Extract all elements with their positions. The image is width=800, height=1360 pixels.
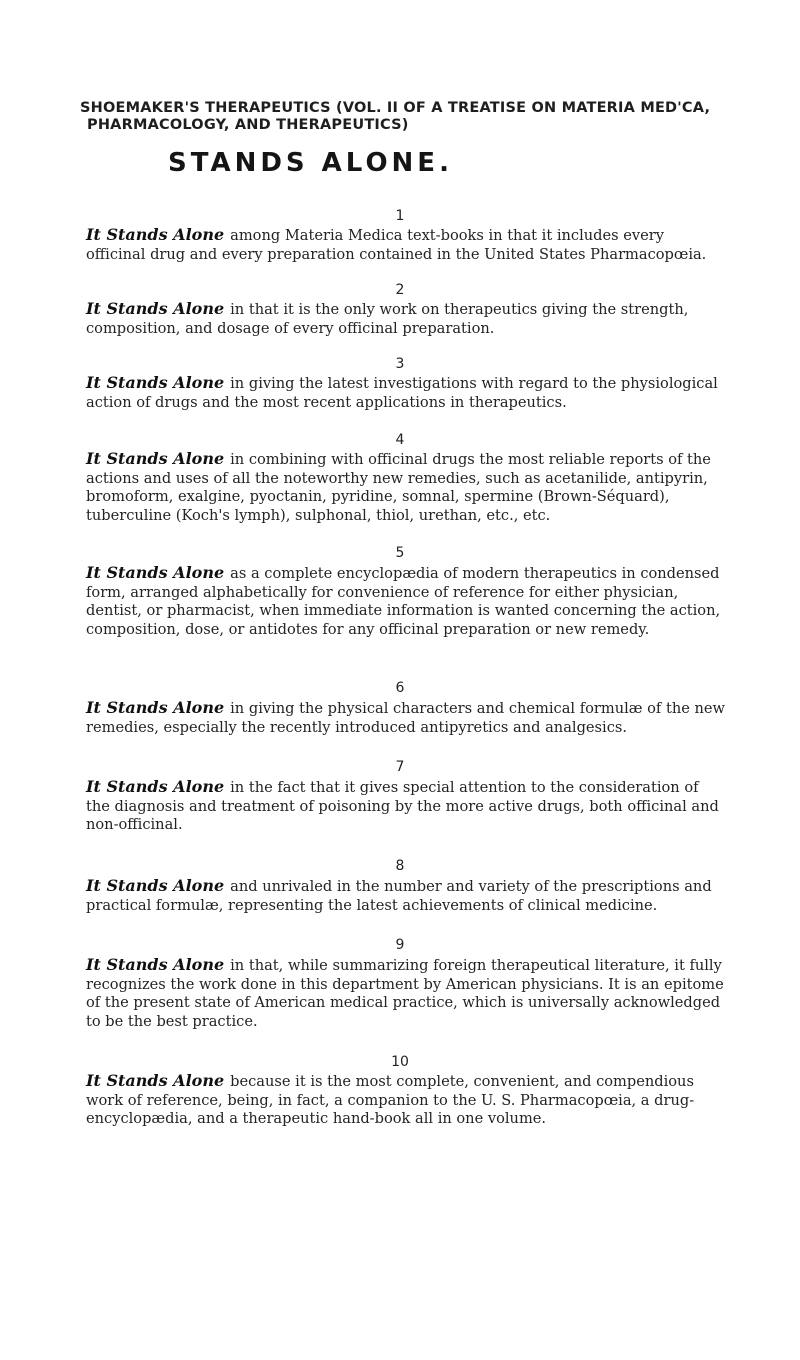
list-item [86,374,726,412]
list-item [86,300,726,338]
item-text: as a complete encyclopædia of modern therapeutics in condensed form, arranged alphabetically for convenience of reference for either physician, dentist, or pharmacist, when immediate information is wanted concerning the action, composition, dose, or antidotes for any officinal preparation or new remedy. [86,565,721,638]
list-item [86,778,726,835]
header-line-1: SHOEMAKER'S THERAPEUTICS (VOL. II OF A TREATISE ON MATERIA MED'CA, [80,100,711,116]
item-text: among Materia Medica text-books in that it includes every officinal drug and every preparation contained in the United States Pharmacopœia. [86,227,707,263]
item-text: because it is the most complete, convenient, and compendious work of reference, being, in fact, a companion to the U. S. Pharmacopœia, a drug-encyclopædia, and a therapeutic hand-book all in one volume. [86,1073,695,1128]
item-number: 4 [395,432,405,448]
item-lead: It Stands Alone [86,1071,225,1090]
item-number: 9 [395,937,405,953]
item-number: 5 [395,545,405,561]
list-item [86,956,726,1031]
list-item [86,1072,726,1129]
item-number: 6 [395,680,405,696]
item-lead: It Stands Alone [86,449,225,468]
item-lead: It Stands Alone [86,373,225,392]
item-number: 1 [395,208,405,224]
item-text: in giving the latest investigations with regard to the physiological action of drugs and the most recent applications in therapeutics. [86,375,718,411]
item-lead: It Stands Alone [86,876,225,895]
item-lead: It Stands Alone [86,563,225,582]
list-item [86,226,726,264]
book-header [80,100,740,134]
item-text: in the fact that it gives special attention to the consideration of the diagnosis and treatment of poisoning by the more active drugs, both officinal and non-officinal. [86,779,719,834]
item-text: in that, while summarizing foreign therapeutical literature, it fully recognizes the work done in this department by American physicians. It is an epitome of the present state of American medical practice, which is universally acknowledged to be the best practice. [86,957,724,1030]
item-number: 10 [391,1054,409,1070]
item-lead: It Stands Alone [86,698,225,717]
list-item [86,877,726,915]
item-lead: It Stands Alone [86,225,225,244]
item-number: 2 [395,282,405,298]
header-line-2: PHARMACOLOGY, AND THERAPEUTICS) [87,117,409,133]
list-item [86,564,726,639]
item-lead: It Stands Alone [86,299,225,318]
list-item [86,450,726,525]
item-text: in that it is the only work on therapeutics giving the strength, composition, and dosage of every officinal preparation. [86,301,689,337]
item-text: and unrivaled in the number and variety of the prescriptions and practical formulæ, representing the latest achievements of clinical medicine. [86,878,712,914]
list-item [86,699,726,737]
item-lead: It Stands Alone [86,955,225,974]
item-lead: It Stands Alone [86,777,225,796]
item-number: 7 [395,759,405,775]
item-text: in giving the physical characters and chemical formulæ of the new remedies, especially the recently introduced antipyretics and analgesics. [86,700,726,736]
item-number: 3 [395,356,405,372]
page-title: STANDS ALONE. [168,148,453,178]
item-text: in combining with officinal drugs the most reliable reports of the actions and uses of all the noteworthy new remedies, such as acetanilide, antipyrin, bromoform, exalgine, pyoctanin, pyridine, somnal, spermine (Brown-Séquard), tuberculine (Koch's lymph), sulphonal, thiol, urethan, etc., etc. [86,451,711,524]
item-number: 8 [395,858,405,874]
